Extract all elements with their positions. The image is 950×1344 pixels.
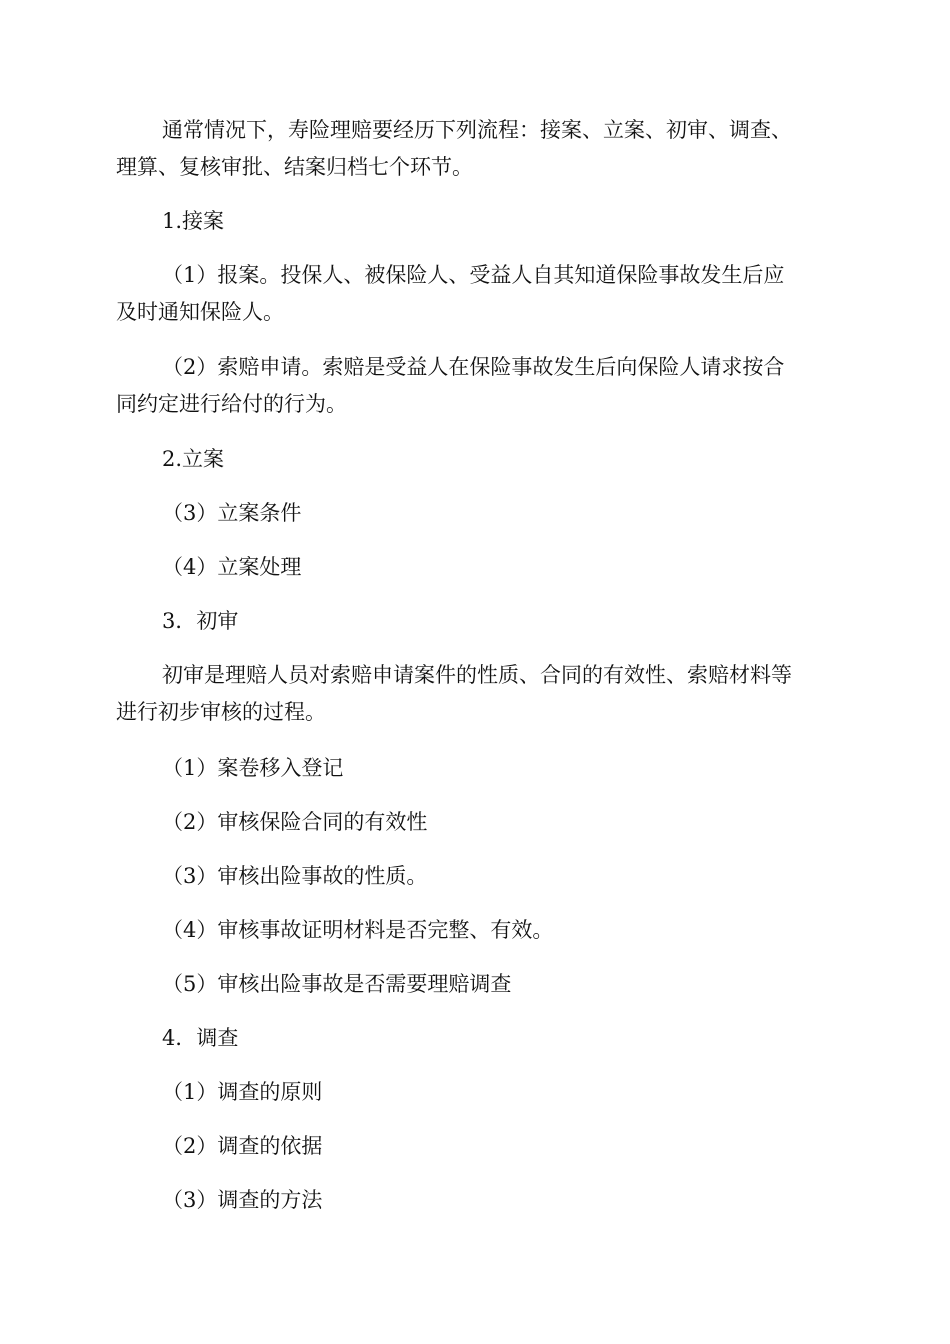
- section3-item: （2）审核保险合同的有效性: [162, 810, 428, 834]
- section1-item-2: [116, 349, 836, 423]
- section4-item: （3）调查的方法: [162, 1188, 323, 1212]
- section3-item: （5）审核出险事故是否需要理赔调查: [162, 972, 512, 996]
- description-line-2: 进行初步审核的过程。: [116, 700, 326, 724]
- intro-line-2: 理算、复核审批、结案归档七个环节。: [116, 155, 473, 179]
- item-line-2: 同约定进行给付的行为。: [116, 392, 347, 416]
- intro-paragraph: [116, 112, 836, 186]
- item-line-1: （2）索赔申请。索赔是受益人在保险事故发生后向保险人请求按合: [162, 355, 785, 379]
- section3-item: （4）审核事故证明材料是否完整、有效。: [162, 918, 554, 942]
- section-heading-4: 4．调查: [162, 1026, 239, 1050]
- section-heading-2: 2.立案: [162, 447, 225, 471]
- description-line-1: 初审是理赔人员对索赔申请案件的性质、合同的有效性、索赔材料等: [162, 663, 792, 687]
- section2-item-4: （4）立案处理: [162, 555, 302, 579]
- section3-item: （3）审核出险事故的性质。: [162, 864, 428, 888]
- section4-item: （1）调查的原则: [162, 1080, 323, 1104]
- section-heading-1: 1.接案: [162, 209, 225, 233]
- section3-item: （1）案卷移入登记: [162, 756, 344, 780]
- section3-description: [116, 657, 836, 731]
- intro-line-1: 通常情况下，寿险理赔要经历下列流程：接案、立案、初审、调查、: [162, 118, 792, 142]
- section-heading-3: 3．初审: [162, 609, 239, 633]
- item-line-2: 及时通知保险人。: [116, 300, 284, 324]
- section1-item-1: [116, 257, 836, 331]
- item-line-1: （1）报案。投保人、被保险人、受益人自其知道保险事故发生后应: [162, 263, 785, 287]
- section4-item: （2）调查的依据: [162, 1134, 323, 1158]
- section2-item-3: （3）立案条件: [162, 501, 302, 525]
